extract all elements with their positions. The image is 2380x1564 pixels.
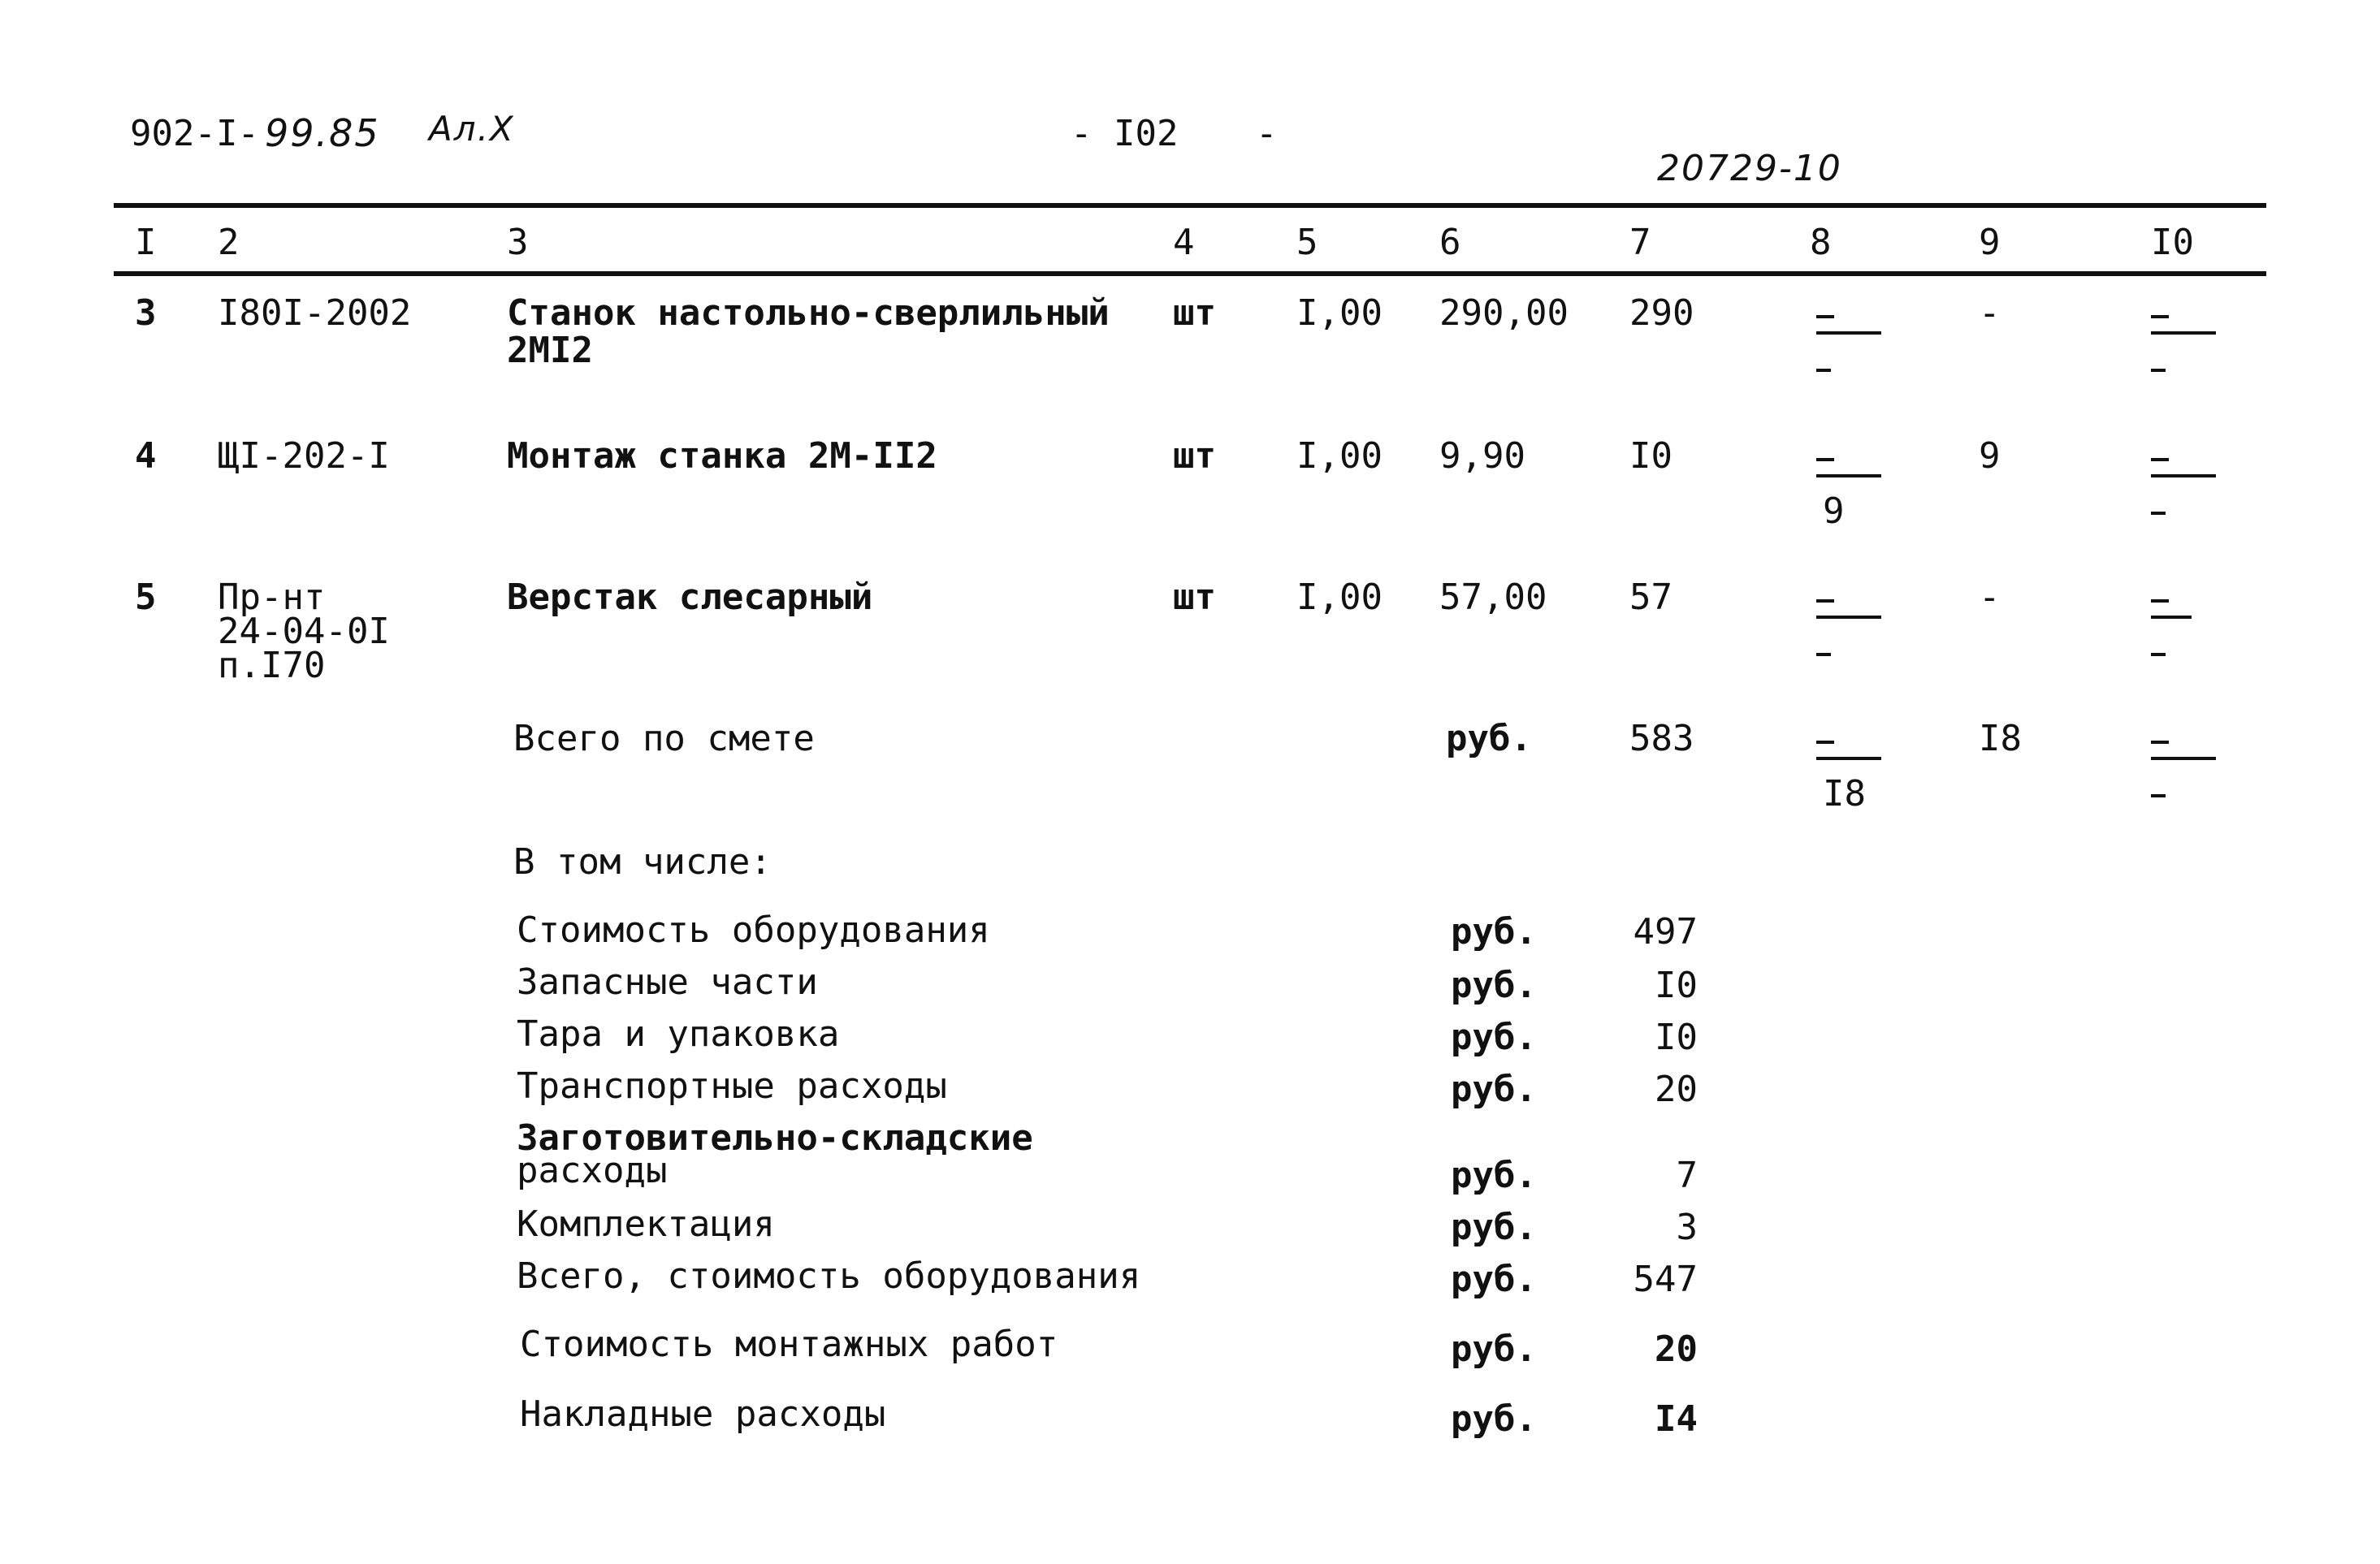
col10-fraction-bar [2151, 616, 2192, 619]
col8-top-dash [1816, 458, 1834, 461]
breakdown-unit: руб. [1451, 1259, 1537, 1300]
unit-price: 57,00 [1439, 577, 1547, 618]
col10-bottom-dash [2151, 653, 2166, 656]
item-name: Станок настольно-сверлильный [507, 292, 1110, 334]
breakdown-label: Заготовительно-складские [517, 1117, 1033, 1159]
col9-value: - [1979, 577, 2001, 618]
breakdown-value: 3 [1676, 1207, 1698, 1248]
including-label: В том числе: [513, 841, 772, 883]
column-header-3: 3 [507, 222, 529, 263]
col8-bottom-dash [1816, 653, 1831, 656]
item-name-line-2: 2МI2 [507, 330, 593, 371]
doc-code: 902-I- [130, 113, 259, 154]
breakdown-value: 497 [1633, 911, 1698, 953]
breakdown-value: I0 [1655, 965, 1698, 1006]
unit: шт [1173, 435, 1216, 477]
column-header-9: 9 [1979, 222, 2001, 263]
doc-code-handwritten: 99.85 [265, 111, 380, 155]
page-number: - I02 [1071, 113, 1179, 154]
breakdown-value: I4 [1655, 1398, 1698, 1440]
breakdown-label-line-2: расходы [517, 1150, 668, 1191]
breakdown-unit: руб. [1451, 1329, 1537, 1370]
col10-bottom-dash [2151, 369, 2166, 372]
column-header-8: 8 [1810, 222, 1832, 263]
col10-top-dash [2151, 741, 2169, 744]
breakdown-label: Всего, стоимость оборудования [517, 1255, 1141, 1297]
col8-bottom-value: I8 [1823, 773, 1866, 814]
col9-value: I8 [1979, 718, 2022, 759]
col9-value: 9 [1979, 435, 2001, 477]
total-cost: 57 [1629, 577, 1672, 618]
col10-fraction-bar [2151, 331, 2216, 335]
breakdown-label: Стоимость оборудования [517, 909, 990, 951]
col8-bottom-value: 9 [1823, 490, 1845, 532]
unit: шт [1173, 577, 1216, 618]
breakdown-unit: руб. [1451, 1207, 1537, 1248]
quantity: I,00 [1296, 577, 1383, 618]
breakdown-label: Комплектация [517, 1203, 775, 1245]
breakdown-unit: руб. [1451, 965, 1537, 1006]
breakdown-unit: руб. [1451, 1017, 1537, 1058]
rate-code: I80I-2002 [218, 292, 412, 334]
total-cost: I0 [1629, 435, 1672, 477]
breakdown-label: Стоимость монтажных работ [520, 1324, 1058, 1365]
estimate-total-label: Всего по смете [513, 718, 815, 759]
col8-bottom-dash [1816, 369, 1831, 372]
col10-top-dash [2151, 315, 2169, 318]
breakdown-label: Накладные расходы [520, 1393, 886, 1435]
breakdown-value: I0 [1655, 1017, 1698, 1058]
breakdown-unit: руб. [1451, 1069, 1537, 1110]
rate-code: ЩI-202-I [218, 435, 390, 477]
col10-top-dash [2151, 458, 2169, 461]
col8-top-dash [1816, 741, 1834, 744]
col8-fraction-bar [1816, 331, 1881, 335]
col10-fraction-bar [2151, 757, 2216, 760]
column-header-4: 4 [1173, 222, 1195, 263]
table-top-rule [114, 203, 2266, 208]
col9-value: - [1979, 292, 2001, 334]
item-name: Верстак слесарный [507, 577, 873, 618]
row-number: 5 [135, 577, 157, 618]
quantity: I,00 [1296, 435, 1383, 477]
row-number: 3 [135, 292, 157, 334]
column-header-10: I0 [2151, 222, 2194, 263]
sheet-number: 20729-10 [1657, 148, 1842, 189]
row-number: 4 [135, 435, 157, 477]
item-name: Монтаж станка 2М-II2 [507, 435, 937, 477]
unit-price: 290,00 [1439, 292, 1569, 334]
column-header-6: 6 [1439, 222, 1461, 263]
breakdown-unit: руб. [1451, 1398, 1537, 1440]
album-number: Ал.X [429, 109, 515, 149]
breakdown-label: Запасные части [517, 961, 818, 1003]
col8-fraction-bar [1816, 616, 1881, 619]
breakdown-value: 20 [1655, 1329, 1698, 1370]
estimate-total-value: 583 [1629, 718, 1694, 759]
col10-bottom-dash [2151, 794, 2166, 797]
col10-fraction-bar [2151, 474, 2216, 477]
col8-fraction-bar [1816, 757, 1881, 760]
column-header-1: I [135, 222, 157, 263]
breakdown-unit: руб. [1451, 1155, 1537, 1196]
column-header-5: 5 [1296, 222, 1318, 263]
rate-code: Пр-нт [218, 577, 326, 618]
breakdown-value: 20 [1655, 1069, 1698, 1110]
breakdown-unit: руб. [1451, 911, 1537, 953]
unit: шт [1173, 292, 1216, 334]
breakdown-label: Транспортные расходы [517, 1065, 947, 1107]
rate-code-line-3: п.I70 [218, 645, 326, 686]
column-header-2: 2 [218, 222, 240, 263]
col8-top-dash [1816, 599, 1834, 603]
total-cost: 290 [1629, 292, 1694, 334]
breakdown-value: 547 [1633, 1259, 1698, 1300]
page-number-dash: - [1256, 113, 1278, 154]
header-bottom-rule [114, 271, 2266, 276]
quantity: I,00 [1296, 292, 1383, 334]
col8-top-dash [1816, 315, 1834, 318]
unit-price: 9,90 [1439, 435, 1525, 477]
col10-top-dash [2151, 599, 2169, 603]
estimate-total-unit: руб. [1446, 718, 1532, 759]
col8-fraction-bar [1816, 474, 1881, 477]
breakdown-label: Тара и упаковка [517, 1013, 840, 1055]
rate-code-line-2: 24-04-0I [218, 611, 390, 652]
column-header-7: 7 [1629, 222, 1651, 263]
breakdown-value: 7 [1676, 1155, 1698, 1196]
col10-bottom-dash [2151, 512, 2166, 515]
